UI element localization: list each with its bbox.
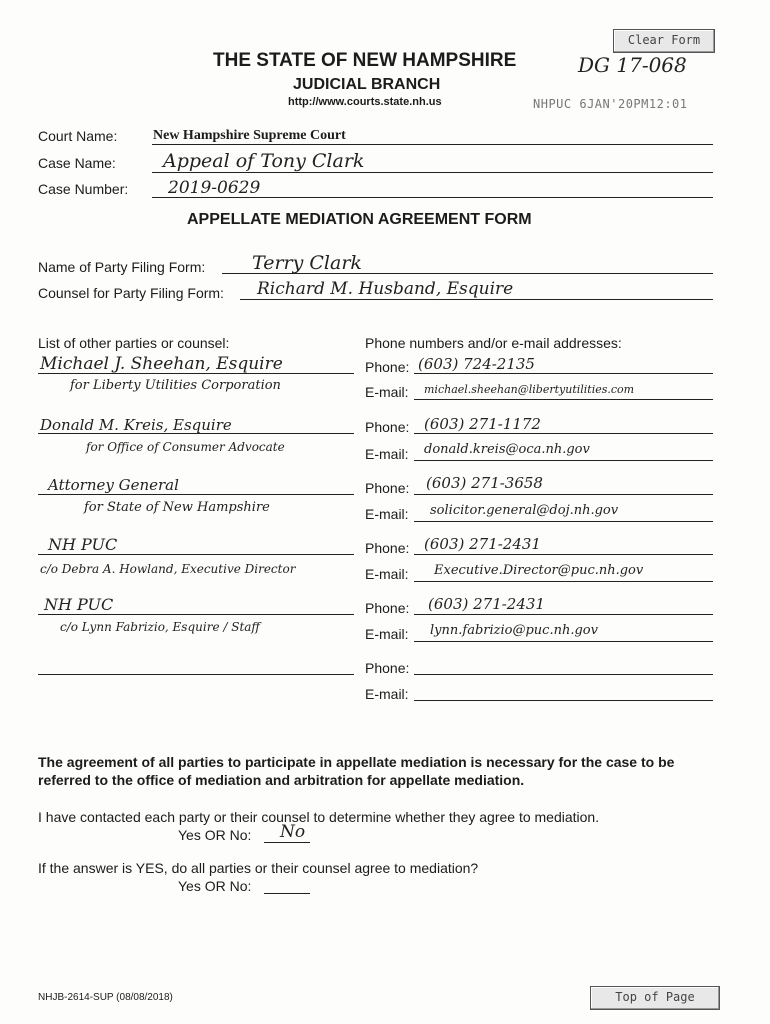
parties-list-header: List of other parties or counsel: — [38, 335, 230, 351]
question-2-answer-line[interactable] — [264, 893, 310, 894]
question-1-answer[interactable]: No — [280, 822, 306, 842]
party-2-email[interactable]: donald.kreis@oca.nh.gov — [424, 442, 590, 457]
party-1-phone[interactable]: (603) 724-2135 — [418, 355, 535, 373]
party-3-phone-line — [414, 494, 713, 495]
form-title: APPELLATE MEDIATION AGREEMENT FORM — [187, 211, 532, 228]
counsel-name-label: Counsel for Party Filing Form: — [38, 285, 224, 301]
clear-form-button[interactable]: Clear Form — [613, 29, 715, 53]
agreement-statement: The agreement of all parties to participate in appellate mediation is necessary for the case to be referred to the office of mediation and arbitration for appellate mediation. — [38, 754, 675, 788]
court-name-label: Court Name: — [38, 128, 118, 144]
docket-number: DG 17-068 — [578, 53, 687, 77]
case-name-line — [152, 172, 713, 173]
case-name-value[interactable]: Appeal of Tony Clark — [163, 150, 365, 172]
party-5-name[interactable]: NH PUC — [44, 595, 114, 614]
party-5-phone-line — [414, 614, 713, 615]
question-1-prompt: Yes OR No: — [178, 827, 252, 843]
court-name-value[interactable]: New Hampshire Supreme Court — [153, 128, 346, 143]
case-name-label: Case Name: — [38, 155, 116, 171]
party-5-email-label: E-mail: — [365, 626, 409, 642]
party-2-detail[interactable]: for Office of Consumer Advocate — [86, 440, 285, 454]
party-5-email[interactable]: lynn.fabrizio@puc.nh.gov — [430, 623, 598, 638]
party-4-phone-label: Phone: — [365, 540, 410, 556]
question-2: If the answer is YES, do all parties or their counsel agree to mediation? — [38, 860, 479, 876]
form-code: NHJB-2614-SUP (08/08/2018) — [38, 992, 173, 1003]
party-1-phone-line — [414, 373, 713, 374]
question-2-prompt: Yes OR No: — [178, 878, 252, 894]
counsel-name-value[interactable]: Richard M. Husband, Esquire — [257, 279, 514, 299]
party-1-phone-label: Phone: — [365, 359, 410, 375]
party-3-name[interactable]: Attorney General — [48, 476, 179, 494]
party-4-email[interactable]: Executive.Director@puc.nh.gov — [434, 563, 644, 578]
counsel-name-line — [240, 299, 713, 300]
received-stamp: NHPUC 6JAN'20PM12:01 — [533, 97, 688, 111]
court-name-line — [152, 144, 713, 145]
party-2-phone-line — [414, 433, 713, 434]
party-5-email-line — [414, 641, 713, 642]
party-5-line — [38, 614, 354, 615]
party-4-name[interactable]: NH PUC — [48, 535, 118, 554]
contacts-header: Phone numbers and/or e-mail addresses: — [365, 335, 622, 351]
court-url[interactable]: http://www.courts.state.nh.us — [288, 96, 442, 108]
party-3-email-label: E-mail: — [365, 506, 409, 522]
branch-title: JUDICIAL BRANCH — [293, 76, 441, 93]
party-3-email[interactable]: solicitor.general@doj.nh.gov — [430, 503, 619, 518]
party-6-phone-label: Phone: — [365, 660, 410, 676]
party-1-name[interactable]: Michael J. Sheehan, Esquire — [40, 354, 283, 374]
party-6-phone-line[interactable] — [414, 674, 713, 675]
party-1-email[interactable]: michael.sheehan@libertyutilities.com — [424, 383, 635, 396]
party-2-phone[interactable]: (603) 271-1172 — [424, 415, 541, 433]
party-2-phone-label: Phone: — [365, 419, 410, 435]
party-1-email-label: E-mail: — [365, 384, 409, 400]
party-2-email-label: E-mail: — [365, 446, 409, 462]
question-1: I have contacted each party or their counsel to determine whether they agree to mediation. — [38, 809, 600, 825]
case-number-value[interactable]: 2019-0629 — [168, 178, 261, 198]
case-number-label: Case Number: — [38, 181, 129, 197]
top-of-page-button[interactable]: Top of Page — [590, 986, 720, 1010]
party-2-email-line — [414, 460, 713, 461]
party-3-phone[interactable]: (603) 271-3658 — [426, 474, 543, 492]
party-name-value[interactable]: Terry Clark — [252, 252, 362, 274]
party-4-line — [38, 554, 354, 555]
party-6-email-line[interactable] — [414, 700, 713, 701]
party-4-email-label: E-mail: — [365, 566, 409, 582]
party-6-email-label: E-mail: — [365, 686, 409, 702]
party-6-line[interactable] — [38, 674, 354, 675]
party-3-phone-label: Phone: — [365, 480, 410, 496]
party-3-email-line — [414, 521, 713, 522]
question-1-answer-line — [264, 842, 310, 843]
party-3-detail[interactable]: for State of New Hampshire — [84, 500, 270, 515]
party-3-line — [38, 494, 354, 495]
party-4-phone[interactable]: (603) 271-2431 — [424, 535, 541, 553]
party-5-detail[interactable]: c/o Lynn Fabrizio, Esquire / Staff — [60, 620, 260, 634]
party-4-phone-line — [414, 554, 713, 555]
party-1-email-line — [414, 399, 713, 400]
party-5-phone[interactable]: (603) 271-2431 — [428, 595, 545, 613]
party-5-phone-label: Phone: — [365, 600, 410, 616]
party-2-name[interactable]: Donald M. Kreis, Esquire — [40, 416, 232, 434]
state-title: THE STATE OF NEW HAMPSHIRE — [213, 50, 517, 71]
party-4-detail[interactable]: c/o Debra A. Howland, Executive Director — [40, 562, 296, 576]
party-6-line-2[interactable] — [38, 699, 354, 700]
party-name-label: Name of Party Filing Form: — [38, 259, 206, 275]
party-1-detail[interactable]: for Liberty Utilities Corporation — [70, 378, 281, 393]
party-4-email-line — [414, 581, 713, 582]
